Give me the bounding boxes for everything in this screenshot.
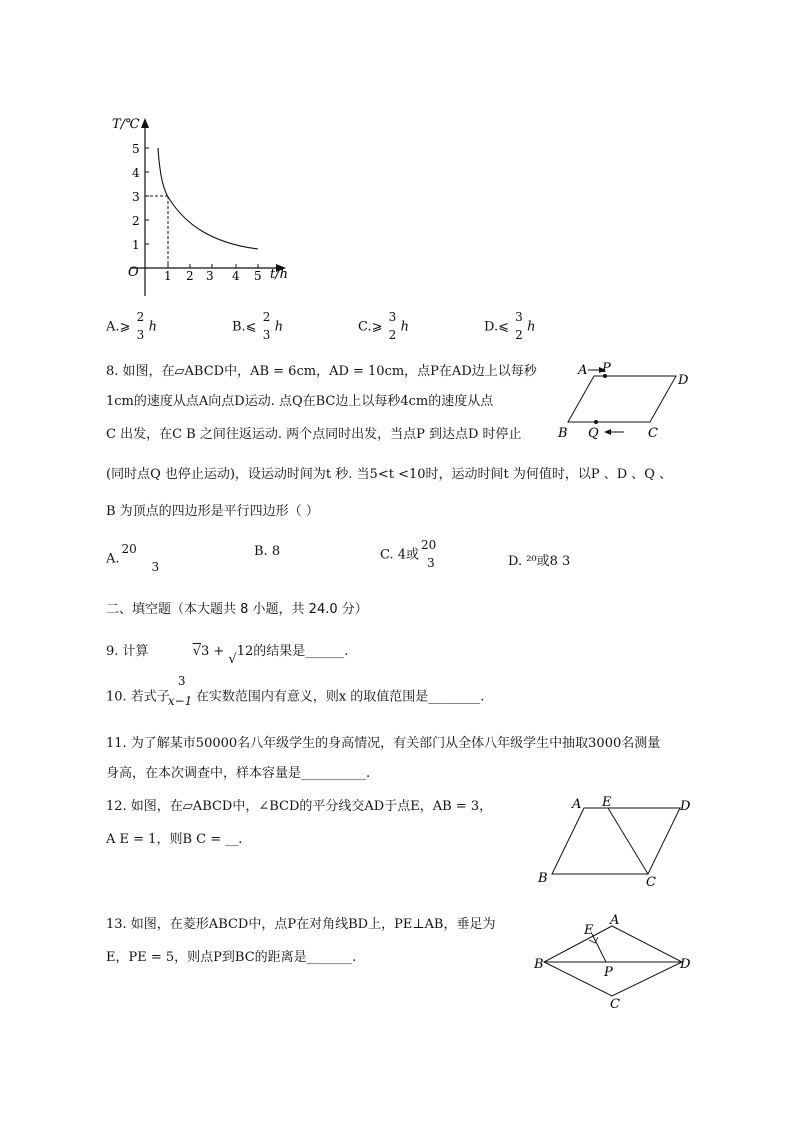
origin-label: O	[128, 265, 139, 280]
y-tick-2: 2	[132, 214, 140, 228]
x-tick-2: 2	[186, 269, 194, 283]
q12-label-e: E	[602, 795, 612, 810]
q8-label-b: B	[558, 426, 568, 441]
q8-option-d: D. ²⁰或8 3	[508, 554, 571, 569]
q13-rhombus-figure	[534, 910, 704, 1014]
q13-label-d: D	[680, 957, 691, 972]
q8-line-3: C 出发，在C B 之间往返运动. 两个点同时出发，当点P 到达点D 时停止	[106, 427, 522, 442]
q11-line-2: 身高，在本次调查中，样本容量是__________.	[106, 766, 371, 781]
q8-option-b: B. 8	[254, 544, 281, 559]
decay-curve	[158, 148, 258, 249]
x-tick-1: 1	[164, 269, 172, 283]
x-tick-3: 3	[206, 269, 214, 283]
q8-label-q: Q	[588, 426, 599, 441]
q8-label-d: D	[678, 373, 689, 388]
q12-line-2: A E = 1，则B C = __.	[106, 832, 243, 847]
x-tick-4: 4	[232, 269, 240, 283]
q13-label-p: P	[604, 965, 613, 980]
q12-label-a: A	[572, 797, 582, 812]
y-tick-5: 5	[132, 142, 140, 156]
y-tick-3: 3	[132, 190, 140, 204]
q7-option-c: C.⩾ 3 2 h	[358, 310, 410, 342]
x-tick-5: 5	[254, 269, 262, 283]
q11-line-1: 11. 为了解某市50000名八年级学生的身高情况，有关部门从全体八年级学生中抽取3000名测量	[106, 736, 661, 751]
q7-option-d: D.⩽ 3 2 h	[484, 310, 536, 342]
q8-label-p: P	[602, 361, 611, 376]
q13-line-2: E，PE = 5，则点P到BC的距离是_______.	[106, 950, 357, 965]
q8-parallelogram-figure	[552, 358, 702, 444]
x-axis-label: t/h	[270, 267, 288, 282]
q8-line-5: B 为顶点的四边形是平行四边形（ ）	[106, 504, 319, 519]
q13-label-b: B	[534, 957, 544, 972]
q8-line-1: 8. 如图，在▱ABCD中，AB = 6cm，AD = 10cm，点P在AD边上以每秒	[106, 364, 537, 379]
q12-label-c: C	[646, 875, 656, 890]
q12-parallelogram-figure	[532, 794, 702, 890]
q13-label-e: E	[584, 923, 594, 938]
q8-line-2: 1cm的速度从点A向点D运动. 点Q在BC边上以每秒4cm的速度从点	[106, 394, 494, 409]
y-axis-arrow	[141, 118, 149, 128]
q13-label-c: C	[610, 997, 620, 1012]
q7-option-b: B.⩽ 2 3 h	[232, 310, 284, 342]
q8-label-c: C	[648, 426, 658, 441]
q8-option-c: C. 4或 20 3	[380, 538, 437, 570]
q12-label-b: B	[538, 871, 548, 886]
y-axis-label: T/℃	[112, 117, 140, 132]
q10: 10. 若式子 3 x−1 在实数范围内有意义，则x 的取值范围是________.	[106, 674, 485, 708]
q13-label-a: A	[610, 913, 620, 928]
q8-option-a: A. 20 3	[106, 542, 160, 574]
temperature-time-graph	[100, 108, 300, 303]
section-2-heading: 二、填空题（本大题共 8 小题，共 24.0 分）	[106, 602, 368, 617]
q13-line-1: 13. 如图，在菱形ABCD中，点P在对角线BD上，PE⊥AB，垂足为	[106, 917, 496, 932]
q7-option-a: A.⩾ 2 3 h	[106, 310, 157, 342]
q9: 9. 计算 √3 + √12的结果是______.	[106, 644, 349, 667]
q12-line-1: 12. 如图，在▱ABCD中，∠BCD的平分线交AD于点E，AB = 3，	[106, 799, 493, 814]
q12-label-d: D	[680, 799, 691, 814]
q8-label-a: A	[578, 363, 588, 378]
q8-line-4: (同时点Q 也停止运动)，设运动时间为t 秒. 当5<t <10时，运动时间t 为何值时，以P 、D 、Q 、	[106, 467, 673, 482]
y-tick-4: 4	[132, 166, 140, 180]
y-tick-1: 1	[132, 238, 140, 252]
